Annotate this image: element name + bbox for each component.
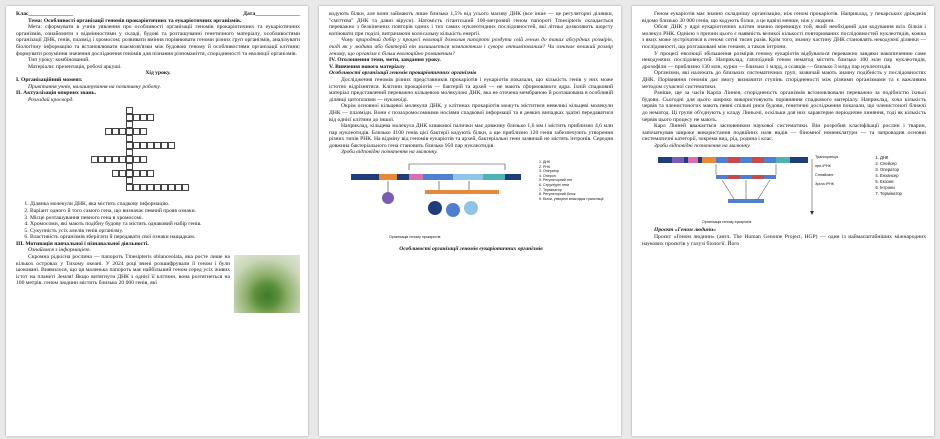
section-2-text: Розгадай кросворд. [28,96,74,103]
fern-paragraph: Скромна рідкісна рослина — папороть Tmesipteris oblanceolata, яка росте лише на кількох островах у Тихому океані. У 2024 році вчені розшифрували її геном і були шоковані. Виявилося, що ця маленька папороть має найбільший геном серед усіх живих істот на планеті Земля! Якщо витягнути ДНК з однієї її клітини, вона розтягнеться на 100 метрів. геном людини містить близько 20 000 генів, які [16,254,230,287]
figure-legend [866,155,902,197]
list-item: 4. Хромосоми, які мають подібну будову та містять однаковий набір генів. [30,221,300,228]
lesson-type: Тип уроку: комбінований. [28,57,90,64]
crossword-cell[interactable] [126,128,133,135]
exon-segment [764,157,776,163]
process-labels [815,153,838,189]
crossword-cell[interactable] [119,128,126,135]
arrow-head-icon [810,211,814,215]
figure-task: Зроби відповідні позначення на малюнку. [341,149,438,156]
document-page-2 [319,6,621,436]
crossword-grid[interactable] [16,105,300,199]
prokaryote-genome-figure [329,156,613,242]
legend-item: 1. ДНК [543,160,604,165]
section-4-title: IV. Оголошення теми, мети, завдання уроку. [329,57,441,64]
splicing-label: Сплайсинг [815,173,834,178]
crossword-cell[interactable] [133,114,140,121]
paragraph: У процесі еволюції збільшення розмірів геному еукаріотів відбувалося переважно завдяки накопиченню саме некодуючих послідовностей. Наприклад, гаплоїдний геном нематод містить близько 100 млн пар нуклеотидів, дрозофіли — приблизно 130 млн, курки — близько 1 млрд, а ссавців — близько 3 млрд пар нуклеотидів. [642,50,926,70]
crossword-cell[interactable] [126,114,133,121]
enhancer-segment [702,157,716,163]
crossword-cell[interactable] [105,156,112,163]
legend-item: 5. Екзони [880,179,902,185]
list-item: 2. Варіант одного й того самого гена, що визначає певний прояв ознаки. [30,208,300,215]
crossword-cell[interactable] [147,114,154,121]
eukaryote-section-title: Особливості організації геномів еукаріотичних організмів [399,246,543,253]
regulatory-gene-segment [379,174,397,180]
pre-mrna-exon [716,175,728,179]
legend-item: 5. Регуляторний ген [543,178,604,183]
section-3-title: ІІІ. Мотивація навчальної і пізнавальної діяльності. [16,240,149,247]
legend-item: 2. Спейсер [880,161,902,167]
operator-segment [688,157,698,163]
operon-bracket [409,164,505,170]
crossword-cell[interactable] [182,184,189,191]
legend-item: 7. Термінатор [543,188,604,193]
spacer-segment [672,157,684,163]
splice-line [722,180,734,199]
section-5-title: V. Вивчення нового матеріалу [329,63,405,70]
paragraph: Окрім основної кільцевої молекули ДНК, у клітинах прокаріотів можуть міститися невеликі кільцеві молекули ДНК — плазміди. Вони є позахромосомними носіями спадкової інформації та в деяких випадках здатні передаватися від однієї клітини до іншої. [329,103,613,123]
lesson-topic: Тема: Особливості організації геномів прокаріотичних та еукаріотичних організмів. [28,17,242,24]
subsection-title: Особливості організації геномів прокаріотичних організмів [329,70,477,77]
mature-mrna-exon [752,199,764,203]
legend-item: 4. Оперон [543,174,604,179]
crossword-cell[interactable] [140,128,147,135]
crossword-cell[interactable] [98,156,105,163]
question-paragraph: Чому природний добір у процесі еволюції дозволив папороті роздути свій геном до таких абсурдних розмірів, тоді як у людини або бактерій він залишається компактним і суворо оптимізованим? Чи означає великий розмір геному, що організм є більш еволюційно розвиненим? [329,37,613,57]
exon-segment [740,157,752,163]
crossword-cell[interactable] [126,107,133,114]
crossword-cell[interactable] [147,170,154,177]
paragraph: Організми, які належать до близьких систематичних груп, зазвичай мають значну подібність у послідовностях ДНК. Порівняння геномів дає змогу визначити ступінь спорідненості між різними організмами та є важливим методом сучасної систематики. [642,70,926,90]
pre-mrna-exon [740,175,752,179]
intron-segment [752,157,764,163]
materials: Матеріали: презентація, робочі аркуші. [28,63,122,70]
terminator-segment [483,174,505,180]
crossword-cell[interactable] [126,149,133,156]
figure-legend [529,160,604,201]
legend-item: 2. РНК [543,165,604,170]
protein-shape [446,203,460,217]
list-item: 1. Ділянка молекули ДНК, яка містить спадкову інформацію. [30,201,300,208]
exon-segment [716,157,728,163]
crossword-cell[interactable] [154,184,161,191]
crossword-cell[interactable] [168,142,175,149]
legend-item: 3. Оператор [880,167,902,173]
crossword-cell[interactable] [119,170,126,177]
protein-shape [428,201,442,215]
intron-segment [728,157,740,163]
crossword-cell[interactable] [126,156,133,163]
crossword-cell[interactable] [161,184,168,191]
crossword-questions [16,201,300,241]
crossword-cell[interactable] [105,128,112,135]
section-2-title: ІІ. Актуалізація опорних знань. [16,90,97,97]
document-page-1 [6,6,308,436]
crossword-cell[interactable] [133,170,140,177]
crossword-cell[interactable] [133,184,140,191]
crossword-cell[interactable] [126,142,133,149]
crossword-cell[interactable] [126,163,133,170]
mature-mrna-exon [728,199,740,203]
crossword-cell[interactable] [126,170,133,177]
pre-mrna-exon [764,175,776,179]
crossword-cell[interactable] [126,135,133,142]
crossword-cell[interactable] [140,114,147,121]
mrna-strand [425,190,499,194]
crossword-cell[interactable] [147,142,154,149]
crossword-cell[interactable] [91,156,98,163]
protein-shape [464,201,478,215]
list-item: 6. Властивість організмів зберігати й передавати свої ознаки нащадкам. [30,234,300,241]
regulatory-protein-shape [382,192,394,204]
crossword-cell[interactable] [140,156,147,163]
transcription-label: Транскрипція [815,155,839,160]
fern-photo [234,255,300,313]
paragraph: Карл Лінней вважається засновником наукової систематики. Він розробив класифікації рослин і тварин, започаткував широке використання подвійних назв видів — біномної номенклатури — та запровадив основні систематичні категорії, зокрема вид, рід, родина і клас. [642,123,926,143]
section-3-text: Ознайомся з інформацією. [28,247,91,254]
paragraph: Раніше, ще за часів Карла Ліннея, спорідненість організмів встановлювали переважно за подібністю їхньої будови. Сьогодні для цього широко використовують порівняння спадкового матеріалу. Наприклад, хоча кількість червів та членистоногих мають певні спільні риси будови, генетичні дослідження показали, що членистоногі ближчі до нематод. Ці групи об'єднують у кладу Линьочі, оскільки для них характерне періодичне линяння, тоді як кількість червів цього процесу не мають. [642,90,926,123]
project-title: Проєкт «Геном людини» [654,227,717,234]
lesson-goal: Мета: сформувати в учнів уявлення про особливості організації геномів прокаріотичних та еукаріотичних організмів, ознайомити з відмінностями у складі, будові та розташуванні генетичного матеріалу, особливостями організації ДНК, генів, плазмід і хромосом; розвивати вміння порівнювати геноми різних груп організмів, аналізувати біологічну інформацію та встановлювати взаємозв'язки між будовою геному й особливостями організації клітини; формувати розуміння значення дослідження геномів для пізнання різноманіття, спорідненості та еволюції організмів. [16,24,300,57]
eukaryote-genome-figure [642,149,926,227]
legend-item: 8. Регуляторний білок [543,192,604,197]
section-1-text: Привітання учнів, налаштування на позитивну роботу. [28,83,161,90]
paragraph: Дослідження геномів різних представників прокаріотів і еукаріотів показали, що кількість генів у них може істотно відрізнятися. Клітини прокаріотів — бактерій та архей — не мають сформованого ядра. Їхній спадковий матеріал представлений переважно кільцевою молекулою ДНК, яка не оточена мембраною й розташована в особливій ділянці цитоплазми — нуклеоїді. [329,76,613,103]
mature-mrna-exon [740,199,752,203]
crossword-cell[interactable] [154,142,161,149]
crossword-cell[interactable] [126,177,133,184]
crossword-cell[interactable] [140,184,147,191]
legend-item: 6. Інтрони [880,185,902,191]
crossword-cell[interactable] [161,142,168,149]
document-page-3 [632,6,934,436]
pre-rna-label: пре-іРНК [815,164,831,169]
crossword-cell[interactable] [133,156,140,163]
class-field[interactable]: Клас________________ [16,11,74,17]
terminator-segment [776,157,790,163]
crossword-cell[interactable] [112,156,119,163]
legend-item: 1. ДНК [880,155,902,161]
header-row [16,11,300,18]
list-item: 3. Місце розташування певного гена в хромосомі. [30,215,300,222]
figure-caption: Організація геному прокаріотів [389,235,441,240]
legend-item: 6. Структурні гени [543,183,604,188]
course-heading: Хід уроку. [145,70,171,77]
splice-line [758,180,770,199]
legend-item: 4. Енхансер [880,173,902,179]
legend-item: 7. Термінатор [880,191,902,197]
crossword-cell[interactable] [126,184,133,191]
paragraph: кодують білки, але вони займають лише близько 1,5% від усього масиву ДНК (все інше — це регуляторні ділянки, "сміттєва" ДНК та давні віруси). Натомість гігантський 100-метровий геном папороті Tmesipteris складається переважно з безкінечних повторів одних і тих самих нуклеотидних послідовностей, які літньо дозволяють шорсту копіювати при поділі, витрачаючи колосальну кількість енергії. [329,11,613,37]
legend-item: 3. Оператор [543,169,604,174]
structural-gene-segment [453,174,483,180]
crossword-cell[interactable] [112,170,119,177]
crossword-cell[interactable] [140,142,147,149]
crossword-cell[interactable] [112,128,119,135]
pre-mrna-intron [752,175,764,179]
project-paragraph: Проєкт «Геном людини» (англ. The Human Genome Project, HGP) — один із наймасштабніших міжнародних наукових проєктів у галузі біології. Його [642,234,926,247]
operon-diagram [349,162,529,234]
mature-rna-label: Зріла іРНК [815,182,834,187]
crossword-cell[interactable] [168,184,175,191]
paragraph: Геном еукаріотів має значно складнішу організацію, ніж геном прокаріотів. Наприклад, у пекарських дріжджів відомо близько 30 000 генів, що кодують білки, а це вдвічі менше, ніж у людини. [642,11,926,24]
crossword-cell[interactable] [140,170,147,177]
operator-segment [409,174,423,180]
paragraph: Наприклад, кільцева молекула ДНК кишкової палички має довжину близько 1,6 мм і містить приблизно 4,6 млн пар нуклеотидів. Близько 4100 генів цієї бактерії кодують білки, а ще приблизно 120 генів забезпечують утворення різних типів РНК. На відміну від геномів еукаріотів та архей, бактеріальні гени зазвичай не містять інтронів. Середня довжина бактеріального гена становить близько 950 пар нуклеотидів. [329,123,613,149]
section-1-title: І. Організаційний момент. [16,76,83,83]
crossword-cell[interactable] [133,142,140,149]
paragraph: Обсяг ДНК у ядрі еукаріотичних клітин значно перевищує той, який необхідний для кодування всіх білків і молекул РНК. Однією з причин цього є наявність великої кількості повторюваних послідовностей нуклеотидів, кожна з яких може зустрічатися в геномі сотні тисяч разів. Крім того, значну частину ДНК становлять некодуючі ділянки — послідовності, що розташовані між генами, а також інтрони. [642,24,926,50]
crossword-cell[interactable] [119,156,126,163]
crossword-cell[interactable] [133,128,140,135]
date-field[interactable]: Дата________________ [243,11,300,17]
figure-caption: Організація геному еукаріотів [702,220,752,225]
legend-item: 9. Білки, утворені внаслідок трансляції [543,197,604,202]
structural-gene-segment [423,174,453,180]
crossword-cell[interactable] [147,184,154,191]
crossword-cell[interactable] [126,121,133,128]
crossword-cell[interactable] [175,184,182,191]
pre-mrna-intron [728,175,740,179]
figure-task: Зроби відповідні позначення на малюнку. [654,142,751,149]
list-item: 5. Сукупність усіх алелів генів організму. [30,228,300,235]
